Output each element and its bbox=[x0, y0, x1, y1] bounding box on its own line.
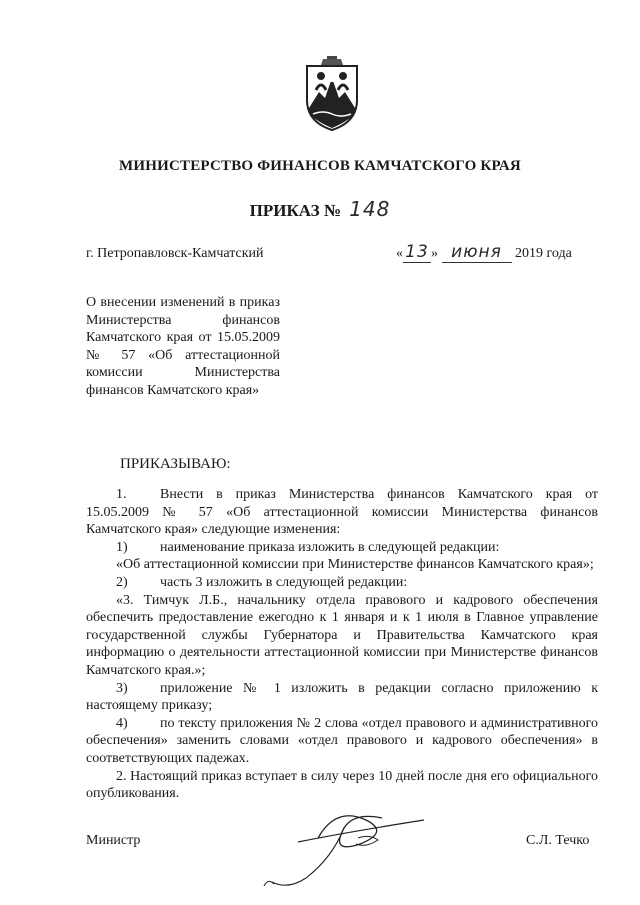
handwritten-signature-icon bbox=[258, 798, 428, 893]
paragraph-1-2 bbox=[86, 574, 598, 592]
paragraph-1-2-text: «3. Тимчук Л.Б., начальнику отдела правового и кадрового обеспечения обеспечить предоставление ежегодно к 1 января и к 1 июля в Главное управление государственной службы Губернатора и Правительства Камчатского края информацию о деятельности аттестационной комиссии при Министерстве финансов Камчатского края.»; bbox=[86, 592, 598, 678]
paragraph-1-4 bbox=[86, 715, 598, 768]
date-month: июня bbox=[442, 242, 512, 263]
paragraph-1-3 bbox=[86, 680, 598, 715]
order-date bbox=[396, 242, 572, 263]
paragraph-text: часть 3 изложить в следующей редакции: bbox=[160, 574, 408, 590]
place-of-issue: г. Петропавловск-Камчатский bbox=[86, 246, 264, 261]
ministry-title: МИНИСТЕРСТВО ФИНАНСОВ КАМЧАТСКОГО КРАЯ bbox=[119, 158, 521, 174]
paragraph-2: 2. Настоящий приказ вступает в силу через 10 дней после дня его официального опубликования. bbox=[86, 768, 598, 802]
paragraph-number: 2) bbox=[116, 574, 128, 590]
paragraph-text: Внести в приказ Министерства финансов Камчатского края от 15.05.2009 № 57 «Об аттестационной комиссии Министерства финансов Камчатского края» следующие изменения: bbox=[86, 487, 598, 538]
paragraph-text: приложение № 1 изложить в редакции согласно приложению к настоящему приказу; bbox=[86, 680, 598, 714]
paragraph-number: 3) bbox=[116, 680, 128, 696]
paragraph-number: 4) bbox=[116, 715, 128, 731]
order-body bbox=[86, 486, 598, 803]
paragraph-text: наименование приказа изложить в следующей редакции: bbox=[160, 539, 500, 555]
date-year: 2019 года bbox=[515, 246, 572, 261]
date-close-quote: » bbox=[431, 246, 438, 261]
order-heading bbox=[0, 197, 640, 221]
signatory-name: С.Л. Течко bbox=[526, 833, 590, 848]
order-label: ПРИКАЗ № bbox=[249, 201, 341, 220]
command-word: ПРИКАЗЫВАЮ: bbox=[120, 456, 231, 472]
date-open-quote: « bbox=[396, 246, 403, 261]
order-number: 148 bbox=[349, 197, 391, 221]
paragraph-1-1-text: «Об аттестационной комиссии при Министерстве финансов Камчатского края»; bbox=[116, 557, 594, 573]
paragraph-number: 1) bbox=[116, 539, 128, 555]
paragraph-1-1 bbox=[86, 539, 598, 557]
paragraph-number: 1. bbox=[116, 487, 127, 502]
order-subject: О внесении изменений в приказ Министерства финансов Камчатского края от 15.05.2009 № 57 «Об аттестационной комиссии Министерства финансов Камчатского края» bbox=[86, 295, 280, 398]
date-day: 13 bbox=[403, 242, 431, 263]
coat-of-arms-icon bbox=[301, 56, 363, 132]
signatory-position: Министр bbox=[86, 833, 141, 848]
paragraph-1 bbox=[86, 486, 598, 539]
paragraph-text: по тексту приложения № 2 слова «отдел правового и административного обеспечения» заменить словами «отдел правового и кадрового обеспечения» в соответствующих падежах. bbox=[86, 715, 598, 766]
